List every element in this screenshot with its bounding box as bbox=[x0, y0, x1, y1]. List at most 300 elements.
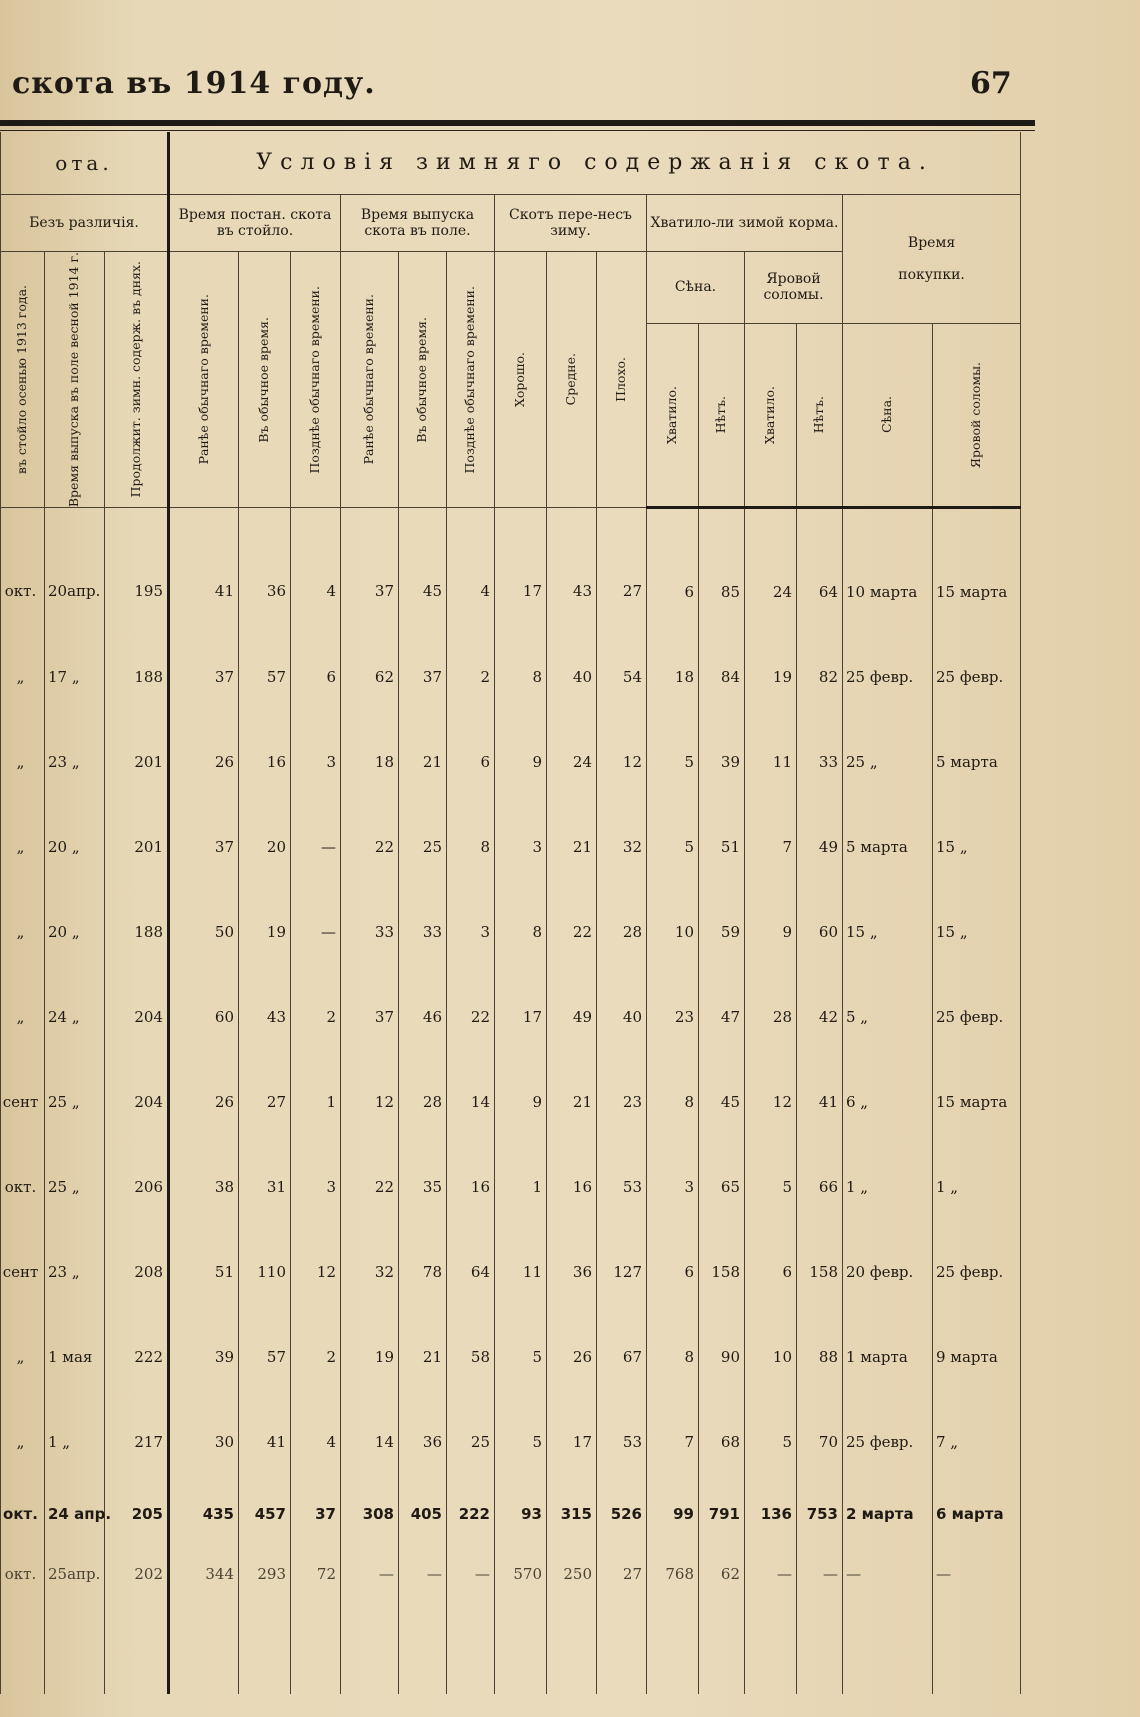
table-cell: „ bbox=[1, 974, 45, 1059]
table-cell: 50 bbox=[169, 889, 239, 974]
table-cell: 21 bbox=[399, 1314, 447, 1399]
table-cell-empty bbox=[495, 1604, 547, 1694]
table-cell: 25 bbox=[399, 804, 447, 889]
table-cell: 6 „ bbox=[843, 1059, 933, 1144]
table-cell: 36 bbox=[399, 1399, 447, 1484]
table-row bbox=[1, 1314, 1021, 1399]
table-cell: 3 bbox=[291, 719, 341, 804]
table-cell-empty bbox=[797, 1604, 843, 1694]
table-cell: 66 bbox=[797, 1144, 843, 1229]
table-cell-empty bbox=[239, 1604, 291, 1694]
header-vremya-pokupki-line1: Время bbox=[907, 234, 956, 251]
running-header: скота въ 1914 году. bbox=[12, 66, 376, 101]
table-cell: 78 bbox=[399, 1229, 447, 1314]
table-cell: 1 „ bbox=[45, 1399, 105, 1484]
table-cell: 158 bbox=[699, 1229, 745, 1314]
table-cell: 14 bbox=[341, 1399, 399, 1484]
table-cell: 12 bbox=[597, 719, 647, 804]
table-cell: 2 марта bbox=[843, 1484, 933, 1544]
table-cell: 15 марта bbox=[933, 508, 1021, 635]
table-cell: — bbox=[341, 1544, 399, 1604]
table-cell: 15 „ bbox=[843, 889, 933, 974]
table-cell: 9 bbox=[745, 889, 797, 974]
table-cell: 46 bbox=[399, 974, 447, 1059]
table-cell: 26 bbox=[547, 1314, 597, 1399]
col-header-13: Хватило. bbox=[647, 323, 699, 508]
table-cell: 54 bbox=[597, 634, 647, 719]
table-cell: 222 bbox=[447, 1484, 495, 1544]
table-cell: 308 bbox=[341, 1484, 399, 1544]
table-cell: 28 bbox=[399, 1059, 447, 1144]
table-cell: 82 bbox=[797, 634, 843, 719]
table-cell: 158 bbox=[797, 1229, 843, 1314]
table-cell: 11 bbox=[745, 719, 797, 804]
table-cell: 27 bbox=[597, 1544, 647, 1604]
table-cell: 51 bbox=[169, 1229, 239, 1314]
table-cell: 293 bbox=[239, 1544, 291, 1604]
table-cell: окт. bbox=[1, 1144, 45, 1229]
table-cell: 5 bbox=[495, 1314, 547, 1399]
table-cell: 42 bbox=[797, 974, 843, 1059]
table-cell: 5 марта bbox=[843, 804, 933, 889]
table-cell: 31 bbox=[239, 1144, 291, 1229]
table-cell: 208 bbox=[105, 1229, 169, 1314]
table-cell: 1 марта bbox=[843, 1314, 933, 1399]
table-cell: 64 bbox=[447, 1229, 495, 1314]
table-cell: 204 bbox=[105, 1059, 169, 1144]
table-cell: 27 bbox=[597, 508, 647, 635]
table-cell: 22 bbox=[447, 974, 495, 1059]
col-header-17: Сѣна. bbox=[843, 323, 933, 508]
table-cell: 25 февр. bbox=[843, 1399, 933, 1484]
table-cell: 5 „ bbox=[843, 974, 933, 1059]
table-cell: 25 февр. bbox=[933, 1229, 1021, 1314]
table-cell: 32 bbox=[341, 1229, 399, 1314]
header-sena: Сѣна. bbox=[647, 252, 745, 324]
table-cell: 24 апр. bbox=[45, 1484, 105, 1544]
table-cell: 37 bbox=[341, 974, 399, 1059]
table-row bbox=[1, 804, 1021, 889]
table-body bbox=[1, 508, 1021, 1695]
table-cell: 2 bbox=[447, 634, 495, 719]
table-row bbox=[1, 508, 1021, 635]
table-cell: 90 bbox=[699, 1314, 745, 1399]
table-cell: 791 bbox=[699, 1484, 745, 1544]
table-cell: 2 bbox=[291, 974, 341, 1059]
table-cell: 23 „ bbox=[45, 1229, 105, 1314]
table-cell: 26 bbox=[169, 1059, 239, 1144]
total-row bbox=[1, 1484, 1021, 1544]
table-cell: 19 bbox=[239, 889, 291, 974]
table-cell: 4 bbox=[291, 508, 341, 635]
table-cell: 8 bbox=[495, 634, 547, 719]
table-cell: 64 bbox=[797, 508, 843, 635]
table-row bbox=[1, 1059, 1021, 1144]
table-cell: 37 bbox=[169, 804, 239, 889]
table-cell: 25 bbox=[447, 1399, 495, 1484]
table-cell: 21 bbox=[547, 804, 597, 889]
table-cell: 51 bbox=[699, 804, 745, 889]
table-cell: — bbox=[399, 1544, 447, 1604]
table-cell: — bbox=[933, 1544, 1021, 1604]
table-cell: окт. bbox=[1, 508, 45, 635]
table-cell: — bbox=[447, 1544, 495, 1604]
table-cell: 12 bbox=[341, 1059, 399, 1144]
col-header-3: Продолжит. зимн. содерж. въ днях. bbox=[105, 252, 169, 508]
table-cell: 7 „ bbox=[933, 1399, 1021, 1484]
table-cell: 57 bbox=[239, 1314, 291, 1399]
table-cell: 45 bbox=[399, 508, 447, 635]
table-cell: 7 bbox=[647, 1399, 699, 1484]
table-cell-empty bbox=[745, 1604, 797, 1694]
table-cell: 24 bbox=[745, 508, 797, 635]
table-cell: 204 bbox=[105, 974, 169, 1059]
table-cell: 24 „ bbox=[45, 974, 105, 1059]
table-cell: 5 марта bbox=[933, 719, 1021, 804]
table-cell: окт. bbox=[1, 1544, 45, 1604]
table-cell: 23 bbox=[647, 974, 699, 1059]
header-vremya-vypuska: Время выпуска скота въ поле. bbox=[341, 195, 495, 252]
table-cell: 1 bbox=[291, 1059, 341, 1144]
table-cell: 202 bbox=[105, 1544, 169, 1604]
table-cell: 39 bbox=[699, 719, 745, 804]
table-cell: 32 bbox=[597, 804, 647, 889]
table-cell: 17 „ bbox=[45, 634, 105, 719]
table-cell: 6 bbox=[447, 719, 495, 804]
table-cell: 15 марта bbox=[933, 1059, 1021, 1144]
table-cell: 53 bbox=[597, 1399, 647, 1484]
table-cell: 35 bbox=[399, 1144, 447, 1229]
table-cell: 206 bbox=[105, 1144, 169, 1229]
table-cell: 10 марта bbox=[843, 508, 933, 635]
table-cell-empty bbox=[341, 1604, 399, 1694]
page-number: 67 bbox=[970, 66, 1012, 101]
table-cell: 8 bbox=[495, 889, 547, 974]
table-cell: 20 bbox=[239, 804, 291, 889]
table-cell: 5 bbox=[495, 1399, 547, 1484]
table-cell: 22 bbox=[341, 1144, 399, 1229]
table-cell: 17 bbox=[495, 974, 547, 1059]
table-cell: 57 bbox=[239, 634, 291, 719]
table-cell: 1 мая bbox=[45, 1314, 105, 1399]
table-cell: 68 bbox=[699, 1399, 745, 1484]
table-cell: 405 bbox=[399, 1484, 447, 1544]
header-yarovoy: Яровой соломы. bbox=[745, 252, 843, 324]
table-cell: 3 bbox=[647, 1144, 699, 1229]
col-header-15: Хватило. bbox=[745, 323, 797, 508]
table-cell: 39 bbox=[169, 1314, 239, 1399]
table-cell: 127 bbox=[597, 1229, 647, 1314]
table-cell: 49 bbox=[797, 804, 843, 889]
table-cell: 41 bbox=[239, 1399, 291, 1484]
table-cell: 33 bbox=[399, 889, 447, 974]
table-cell: 20 „ bbox=[45, 889, 105, 974]
table-cell: 70 bbox=[797, 1399, 843, 1484]
table-cell: 40 bbox=[547, 634, 597, 719]
table-cell: 201 bbox=[105, 804, 169, 889]
table-cell: 25 „ bbox=[45, 1059, 105, 1144]
col-header-5: Въ обычное время. bbox=[239, 252, 291, 508]
prev-year-row bbox=[1, 1544, 1021, 1604]
table-row bbox=[1, 1399, 1021, 1484]
table-cell: 16 bbox=[547, 1144, 597, 1229]
table-cell: 3 bbox=[291, 1144, 341, 1229]
table-cell: 12 bbox=[291, 1229, 341, 1314]
table-cell: 7 bbox=[745, 804, 797, 889]
table-cell: 62 bbox=[341, 634, 399, 719]
col-header-10: Хорошо. bbox=[495, 252, 547, 508]
table-cell: 11 bbox=[495, 1229, 547, 1314]
table-cell: — bbox=[797, 1544, 843, 1604]
table-cell: 21 bbox=[399, 719, 447, 804]
table-cell: 4 bbox=[447, 508, 495, 635]
table-cell: 26 bbox=[169, 719, 239, 804]
col-header-12: Плохо. bbox=[597, 252, 647, 508]
table-row bbox=[1, 719, 1021, 804]
table-cell: 43 bbox=[547, 508, 597, 635]
table-cell: 72 bbox=[291, 1544, 341, 1604]
table-cell: 9 bbox=[495, 719, 547, 804]
table-cell: 570 bbox=[495, 1544, 547, 1604]
table-cell: 20 „ bbox=[45, 804, 105, 889]
table-cell-empty bbox=[169, 1604, 239, 1694]
table-cell: 201 bbox=[105, 719, 169, 804]
table-cell: 10 bbox=[647, 889, 699, 974]
table-cell: 43 bbox=[239, 974, 291, 1059]
table-cell: „ bbox=[1, 719, 45, 804]
table-cell: 25апр. bbox=[45, 1544, 105, 1604]
table-cell: 18 bbox=[647, 634, 699, 719]
table-cell: 17 bbox=[495, 508, 547, 635]
table-cell: сент bbox=[1, 1229, 45, 1314]
table-cell: 25 „ bbox=[45, 1144, 105, 1229]
table-cell: 53 bbox=[597, 1144, 647, 1229]
table-cell-empty bbox=[291, 1604, 341, 1694]
table-cell: 19 bbox=[745, 634, 797, 719]
table-cell: 60 bbox=[169, 974, 239, 1059]
table-cell: 6 bbox=[745, 1229, 797, 1314]
table-cell: 753 bbox=[797, 1484, 843, 1544]
table-cell: 37 bbox=[341, 508, 399, 635]
table-cell: 18 bbox=[341, 719, 399, 804]
col-header-1: въ стойло осенью 1913 года. bbox=[1, 252, 45, 508]
table-cell: 21 bbox=[547, 1059, 597, 1144]
table-cell: „ bbox=[1, 1399, 45, 1484]
table-cell: 37 bbox=[399, 634, 447, 719]
table-cell: 15 „ bbox=[933, 804, 1021, 889]
table-cell: 1 „ bbox=[933, 1144, 1021, 1229]
col-header-4: Ранѣе обычнаго времени. bbox=[169, 252, 239, 508]
table-cell-empty bbox=[45, 1604, 105, 1694]
header-vremya-pokupki bbox=[843, 195, 1021, 324]
table-cell: 8 bbox=[647, 1059, 699, 1144]
table-cell: „ bbox=[1, 889, 45, 974]
table-spacer-row bbox=[1, 1604, 1021, 1694]
table-cell: 8 bbox=[647, 1314, 699, 1399]
table-cell: 6 bbox=[647, 508, 699, 635]
col-header-16: Нѣтъ. bbox=[797, 323, 843, 508]
table-cell: 40 bbox=[597, 974, 647, 1059]
table-cell: 37 bbox=[169, 634, 239, 719]
header-rule bbox=[0, 120, 1035, 126]
table-cell: 12 bbox=[745, 1059, 797, 1144]
table-cell: 30 bbox=[169, 1399, 239, 1484]
table-cell: 6 bbox=[647, 1229, 699, 1314]
table-cell: 6 марта bbox=[933, 1484, 1021, 1544]
col-header-11: Средне. bbox=[547, 252, 597, 508]
table-cell: 41 bbox=[797, 1059, 843, 1144]
table-cell: 58 bbox=[447, 1314, 495, 1399]
table-cell: 62 bbox=[699, 1544, 745, 1604]
header-hvatilo: Хватило-ли зимой корма. bbox=[647, 195, 843, 252]
header-bez-razlichiya: Безъ различія. bbox=[1, 195, 169, 252]
table-cell: окт. bbox=[1, 1484, 45, 1544]
table-cell: 205 bbox=[105, 1484, 169, 1544]
table-cell: 9 марта bbox=[933, 1314, 1021, 1399]
col-header-2: Время выпуска въ поле весной 1914 г. bbox=[45, 252, 105, 508]
table-cell-empty bbox=[105, 1604, 169, 1694]
table-cell: 1 bbox=[495, 1144, 547, 1229]
col-header-7: Ранѣе обычнаго времени. bbox=[341, 252, 399, 508]
col-header-6: Позднѣе обычнаго времени. bbox=[291, 252, 341, 508]
table-cell: 10 bbox=[745, 1314, 797, 1399]
table-cell: 28 bbox=[745, 974, 797, 1059]
table-cell: 47 bbox=[699, 974, 745, 1059]
table-cell: 65 bbox=[699, 1144, 745, 1229]
table-cell: 14 bbox=[447, 1059, 495, 1144]
table-cell: 217 bbox=[105, 1399, 169, 1484]
table-cell: 1 „ bbox=[843, 1144, 933, 1229]
table-cell: 23 bbox=[597, 1059, 647, 1144]
table-cell: 136 bbox=[745, 1484, 797, 1544]
table-cell-empty bbox=[843, 1604, 933, 1694]
table-cell: 457 bbox=[239, 1484, 291, 1544]
table-cell: 38 bbox=[169, 1144, 239, 1229]
table-row bbox=[1, 634, 1021, 719]
table-cell: сент bbox=[1, 1059, 45, 1144]
table-cell: 45 bbox=[699, 1059, 745, 1144]
col-header-18: Яровой соломы. bbox=[933, 323, 1021, 508]
table-cell: 36 bbox=[547, 1229, 597, 1314]
table-cell: 17 bbox=[547, 1399, 597, 1484]
table-cell: 768 bbox=[647, 1544, 699, 1604]
table-cell: 344 bbox=[169, 1544, 239, 1604]
table-cell: — bbox=[745, 1544, 797, 1604]
table-cell: 99 bbox=[647, 1484, 699, 1544]
table-cell: 37 bbox=[291, 1484, 341, 1544]
table-cell: 3 bbox=[495, 804, 547, 889]
table-cell: „ bbox=[1, 804, 45, 889]
header-vremya-pokupki-line2: покупки. bbox=[898, 266, 965, 283]
table-cell: „ bbox=[1, 634, 45, 719]
table-cell: 9 bbox=[495, 1059, 547, 1144]
table-cell: 33 bbox=[797, 719, 843, 804]
table-cell: 23 „ bbox=[45, 719, 105, 804]
table-row bbox=[1, 889, 1021, 974]
table-cell: 59 bbox=[699, 889, 745, 974]
table-row bbox=[1, 1144, 1021, 1229]
table-cell: 5 bbox=[647, 804, 699, 889]
table-cell-empty bbox=[597, 1604, 647, 1694]
table-cell: 67 bbox=[597, 1314, 647, 1399]
table-cell: 222 bbox=[105, 1314, 169, 1399]
table-cell: 8 bbox=[447, 804, 495, 889]
table-row bbox=[1, 1229, 1021, 1314]
table-cell: 25 февр. bbox=[843, 634, 933, 719]
table-cell: 22 bbox=[341, 804, 399, 889]
table-cell-empty bbox=[447, 1604, 495, 1694]
table-cell-empty bbox=[399, 1604, 447, 1694]
table-cell-empty bbox=[647, 1604, 699, 1694]
table-cell: 110 bbox=[239, 1229, 291, 1314]
table-row bbox=[1, 974, 1021, 1059]
table-cell: 5 bbox=[745, 1144, 797, 1229]
livestock-table bbox=[0, 132, 1021, 1694]
table-cell: „ bbox=[1, 1314, 45, 1399]
col-header-9: Позднѣе обычнаго времени. bbox=[447, 252, 495, 508]
table-cell: 88 bbox=[797, 1314, 843, 1399]
table-cell: 25 „ bbox=[843, 719, 933, 804]
table-cell: 3 bbox=[447, 889, 495, 974]
table-cell: 60 bbox=[797, 889, 843, 974]
table-cell: 28 bbox=[597, 889, 647, 974]
table-cell: 16 bbox=[447, 1144, 495, 1229]
table-cell: 20 февр. bbox=[843, 1229, 933, 1314]
col-header-8: Въ обычное время. bbox=[399, 252, 447, 508]
table-cell: 41 bbox=[169, 508, 239, 635]
table-cell: 15 „ bbox=[933, 889, 1021, 974]
table-cell: 27 bbox=[239, 1059, 291, 1144]
table-cell-empty bbox=[699, 1604, 745, 1694]
table-cell-empty bbox=[933, 1604, 1021, 1694]
table-cell: 435 bbox=[169, 1484, 239, 1544]
table-cell: 25 февр. bbox=[933, 974, 1021, 1059]
table-cell: 188 bbox=[105, 889, 169, 974]
header-skot-perenes: Скотъ пере-несъ зиму. bbox=[495, 195, 647, 252]
table-cell: 5 bbox=[745, 1399, 797, 1484]
table-cell: — bbox=[843, 1544, 933, 1604]
main-group-header: Условія зимняго содержанія скота. bbox=[169, 132, 1021, 195]
table-cell: 93 bbox=[495, 1484, 547, 1544]
table-cell: 24 bbox=[547, 719, 597, 804]
table-cell: 188 bbox=[105, 634, 169, 719]
header-vremya-postan: Время постан. скота въ стойло. bbox=[169, 195, 341, 252]
table-cell: 526 bbox=[597, 1484, 647, 1544]
table-cell: 6 bbox=[291, 634, 341, 719]
table-cell: — bbox=[291, 889, 341, 974]
table-cell: 4 bbox=[291, 1399, 341, 1484]
left-group-header: ота. bbox=[1, 132, 169, 195]
table-cell: 20апр. bbox=[45, 508, 105, 635]
header-rule-thin bbox=[0, 130, 1035, 131]
table-cell: 25 февр. bbox=[933, 634, 1021, 719]
table-cell: 36 bbox=[239, 508, 291, 635]
table-cell: 33 bbox=[341, 889, 399, 974]
table-cell: 2 bbox=[291, 1314, 341, 1399]
table-cell: 22 bbox=[547, 889, 597, 974]
table-cell: 49 bbox=[547, 974, 597, 1059]
table-cell: 250 bbox=[547, 1544, 597, 1604]
table-cell: 195 bbox=[105, 508, 169, 635]
table-cell: 84 bbox=[699, 634, 745, 719]
table-cell: — bbox=[291, 804, 341, 889]
table-cell: 16 bbox=[239, 719, 291, 804]
table-cell: 85 bbox=[699, 508, 745, 635]
col-header-14: Нѣтъ. bbox=[699, 323, 745, 508]
table-cell-empty bbox=[1, 1604, 45, 1694]
table-cell: 315 bbox=[547, 1484, 597, 1544]
table-cell-empty bbox=[547, 1604, 597, 1694]
